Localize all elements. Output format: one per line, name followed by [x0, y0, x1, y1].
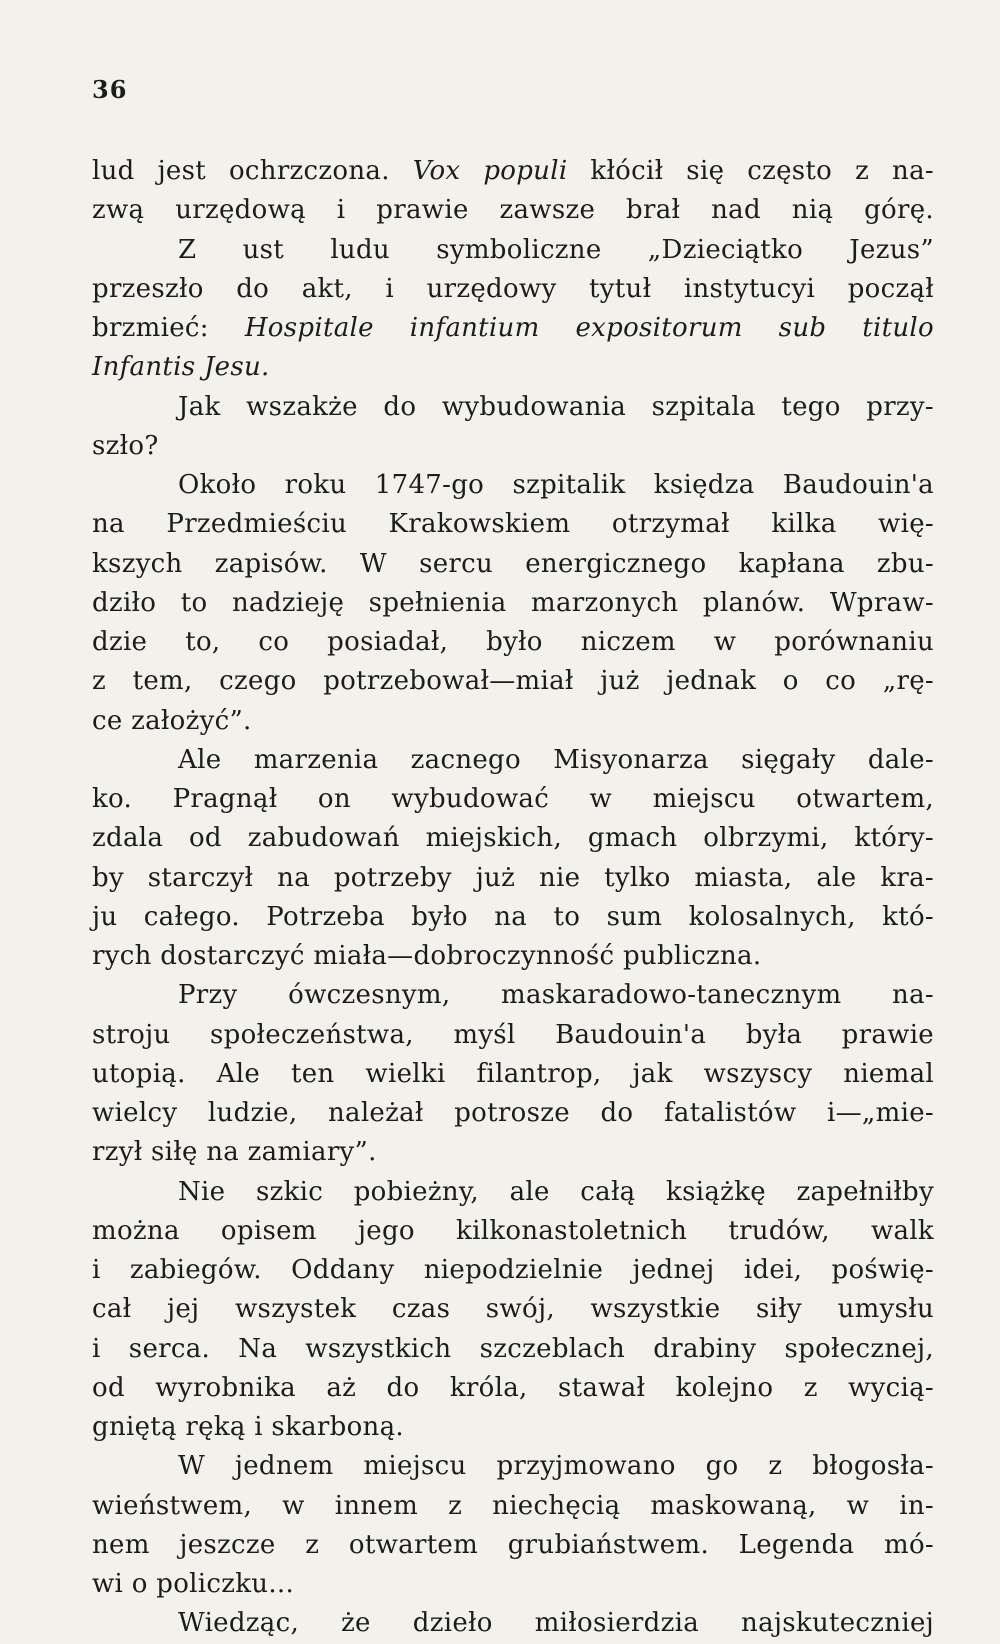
text-line — [92, 1447, 934, 1486]
text-segment: Nie szkic pobieżny, ale całą książkę zapełniłby — [178, 1176, 934, 1207]
text-line — [92, 1290, 934, 1329]
text-segment: wi o policzku... — [92, 1569, 295, 1599]
text-segment: wielcy ludzie, należał potrosze do fatalistów i—„mie- — [92, 1098, 934, 1128]
text-segment: dzie to, co posiadał, było niczem w porównaniu — [92, 627, 934, 657]
text-line — [92, 1369, 934, 1408]
italic-text-segment: Hospitale infantium expositorum sub titulo — [244, 313, 934, 343]
text-segment: ko. Pragnął on wybudować w miejscu otwartem, — [92, 784, 934, 814]
text-line — [92, 1173, 934, 1212]
text-line — [92, 623, 934, 662]
text-segment: kłócił się często z na- — [567, 156, 934, 186]
text-line — [92, 348, 934, 387]
text-segment: szło? — [92, 430, 159, 461]
text-line — [92, 191, 934, 230]
text-line — [92, 702, 934, 741]
text-segment: zwą urzędową i prawie zawsze brał nad nią górę. — [92, 195, 934, 226]
text-segment: kszych zapisów. W sercu energicznego kapłana zbu- — [92, 548, 934, 579]
page-number: 36 — [92, 75, 128, 104]
text-segment: przeszło do akt, i urzędowy tytuł instytucyi począł — [92, 273, 934, 304]
text-segment: Z ust ludu symboliczne „Dzieciątko Jezus” — [178, 234, 934, 265]
text-line — [92, 898, 934, 937]
text-line — [92, 1604, 934, 1643]
text-segment: utopią. Ale ten wielki filantrop, jak wszyscy niemal — [92, 1058, 934, 1089]
text-segment: zdala od zabudowań miejskich, gmach olbrzymi, który- — [92, 823, 934, 854]
italic-text-segment: Infantis Jesu. — [92, 352, 270, 383]
text-line — [92, 1133, 934, 1172]
text-segment: wieństwem, w innem z niechęcią maskowaną, w in- — [92, 1490, 934, 1521]
body-text — [92, 152, 934, 1644]
text-line — [92, 545, 934, 584]
text-segment: dziło to nadzieję spełnienia marzonych planów. Wpraw- — [92, 587, 934, 618]
text-line — [92, 976, 934, 1015]
text-segment: nem jeszcze z otwartem grubiaństwem. Legenda mó- — [92, 1529, 934, 1560]
text-line — [92, 1055, 934, 1094]
text-segment: ju całego. Potrzeba było na to sum kolosalnych, któ- — [92, 901, 934, 932]
text-segment: brzmieć: — [92, 313, 245, 343]
text-segment: na Przedmieściu Krakowskiem otrzymał kilka wię- — [92, 509, 934, 540]
text-line — [92, 1094, 934, 1133]
text-segment: Około roku 1747-go szpitalik księdza Baudouin'a — [178, 470, 934, 500]
text-segment: lud jest ochrzczona. — [92, 156, 413, 186]
text-segment: stroju społeczeństwa, myśl Baudouin'a była prawie — [92, 1019, 934, 1050]
text-segment: cał jej wszystek czas swój, wszystkie siły umysłu — [92, 1294, 934, 1325]
text-line — [92, 1330, 934, 1369]
text-line — [92, 1487, 934, 1526]
text-segment: by starczył na potrzeby już nie tylko miasta, ale kra- — [92, 862, 934, 893]
text-line — [92, 1212, 934, 1251]
text-segment: ce założyć”. — [92, 705, 252, 736]
text-line — [92, 466, 934, 505]
text-line — [92, 584, 934, 623]
text-line — [92, 388, 934, 427]
text-line — [92, 662, 934, 701]
text-segment: Wiedząc, że dzieło miłosierdzia najskuteczniej — [178, 1608, 934, 1639]
text-line — [92, 1016, 934, 1055]
text-line — [92, 1251, 934, 1290]
text-segment: rzył siłę na zamiary”. — [92, 1137, 377, 1168]
text-segment: i serca. Na wszystkich szczeblach drabiny społecznej, — [92, 1333, 934, 1364]
text-segment: W jednem miejscu przyjmowano go z błogosła- — [178, 1451, 934, 1482]
text-line — [92, 309, 934, 348]
text-line — [92, 427, 934, 466]
text-segment: gniętą ręką i skarboną. — [92, 1412, 404, 1442]
text-line — [92, 270, 934, 309]
text-line — [92, 819, 934, 858]
text-line — [92, 1408, 934, 1447]
text-segment: Ale marzenia zacnego Misyonarza sięgały dale- — [178, 744, 934, 775]
text-line — [92, 780, 934, 819]
text-line — [92, 152, 934, 191]
text-segment: Jak wszakże do wybudowania szpitala tego przy- — [178, 391, 934, 422]
text-line — [92, 859, 934, 898]
text-segment: z tem, czego potrzebował—miał już jednak o co „rę- — [92, 666, 934, 697]
text-segment: Przy ówczesnym, maskaradowo-tanecznym na- — [178, 980, 934, 1011]
text-segment: od wyrobnika aż do króla, stawał kolejno z wycią- — [92, 1372, 934, 1403]
text-segment: można opisem jego kilkonastoletnich trudów, walk — [92, 1215, 934, 1246]
text-segment: rych dostarczyć miała—dobroczynność publiczna. — [92, 941, 762, 971]
italic-text-segment: Vox populi — [412, 156, 568, 186]
text-segment: i zabiegów. Oddany niepodzielnie jednej idei, poświę- — [92, 1255, 934, 1285]
text-line — [92, 937, 934, 976]
text-line — [92, 505, 934, 544]
text-line — [92, 741, 934, 780]
text-line — [92, 1565, 934, 1604]
text-line — [92, 1526, 934, 1565]
text-line — [92, 231, 934, 270]
